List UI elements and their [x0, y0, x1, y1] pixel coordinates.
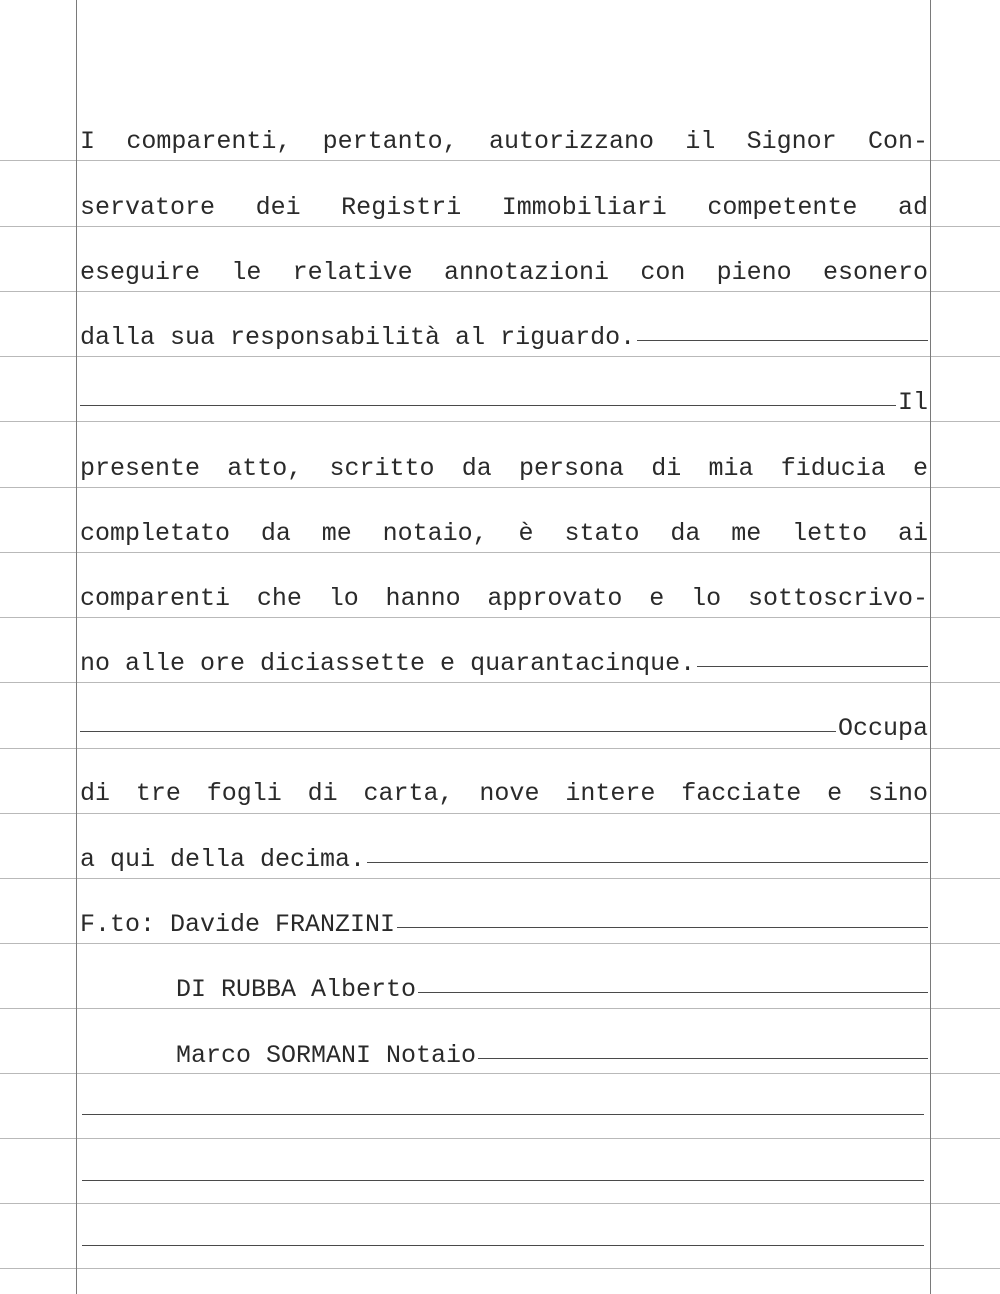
line-text: no alle ore diciassette e quarantacinque.: [80, 649, 696, 676]
right-margin-line: [930, 0, 931, 1294]
text-line: [80, 245, 928, 285]
text-line: [80, 180, 928, 220]
filler-dash: [697, 666, 928, 667]
filler-dash: [637, 340, 928, 341]
signature-line: [80, 897, 928, 937]
line-text: I comparenti, pertanto, autorizzano il Signor Con-: [80, 127, 928, 154]
signature-line: [80, 1028, 928, 1068]
paper-rule: [0, 226, 1000, 227]
line-text: presente atto, scritto da persona di mia fiducia e: [80, 454, 928, 481]
filler-dash: [397, 927, 928, 928]
signature-name: Davide FRANZINI: [170, 910, 396, 937]
paper-rule: [0, 682, 1000, 683]
paper-rule: [0, 160, 1000, 161]
blank-fill-line: [82, 1180, 924, 1181]
line-text: eseguire le relative annotazioni con pieno esonero: [80, 258, 928, 285]
text-line: [80, 766, 928, 806]
text-line: [80, 701, 928, 741]
line-text: completato da me notaio, è stato da me letto ai: [80, 519, 928, 546]
signature-name: DI RUBBA Alberto: [176, 975, 417, 1002]
filler-dash: [418, 992, 928, 993]
paper-rule: [0, 748, 1000, 749]
filler-dash: [367, 862, 928, 863]
paper-rule: [0, 1138, 1000, 1139]
paper-rule: [0, 813, 1000, 814]
text-line: [80, 310, 928, 350]
line-text: comparenti che lo hanno approvato e lo sottoscrivo-: [80, 584, 928, 611]
line-text: servatore dei Registri Immobiliari competente ad: [80, 193, 928, 220]
line-text: a qui della decima.: [80, 845, 366, 872]
line-text: Occupa: [837, 714, 928, 741]
text-line: [80, 441, 928, 481]
line-text: di tre fogli di carta, nove intere facciate e sino: [80, 779, 928, 806]
blank-fill-line: [82, 1245, 924, 1246]
signature-prefix: F.to:: [80, 910, 156, 937]
text-line: [80, 114, 928, 154]
paper-rule: [0, 878, 1000, 879]
paper-rule: [0, 617, 1000, 618]
paper-rule: [0, 1073, 1000, 1074]
paper-rule: [0, 356, 1000, 357]
paper-rule: [0, 552, 1000, 553]
blank-fill-line: [82, 1114, 924, 1115]
paper-rule: [0, 1268, 1000, 1269]
text-line: [80, 375, 928, 415]
text-line: [80, 832, 928, 872]
filler-dash: [80, 405, 896, 406]
signature-line: [80, 962, 928, 1002]
paper-rule: [0, 1008, 1000, 1009]
filler-dash: [80, 731, 836, 732]
paper-rule: [0, 421, 1000, 422]
text-line: [80, 506, 928, 546]
text-line: [80, 636, 928, 676]
left-margin-line: [76, 0, 77, 1294]
filler-dash: [478, 1058, 928, 1059]
text-line: [80, 571, 928, 611]
line-text: Il: [897, 388, 928, 415]
signature-name: Marco SORMANI Notaio: [176, 1041, 477, 1068]
paper-rule: [0, 487, 1000, 488]
paper-rule: [0, 943, 1000, 944]
paper-rule: [0, 291, 1000, 292]
paper-rule: [0, 1203, 1000, 1204]
line-text: dalla sua responsabilità al riguardo.: [80, 323, 636, 350]
